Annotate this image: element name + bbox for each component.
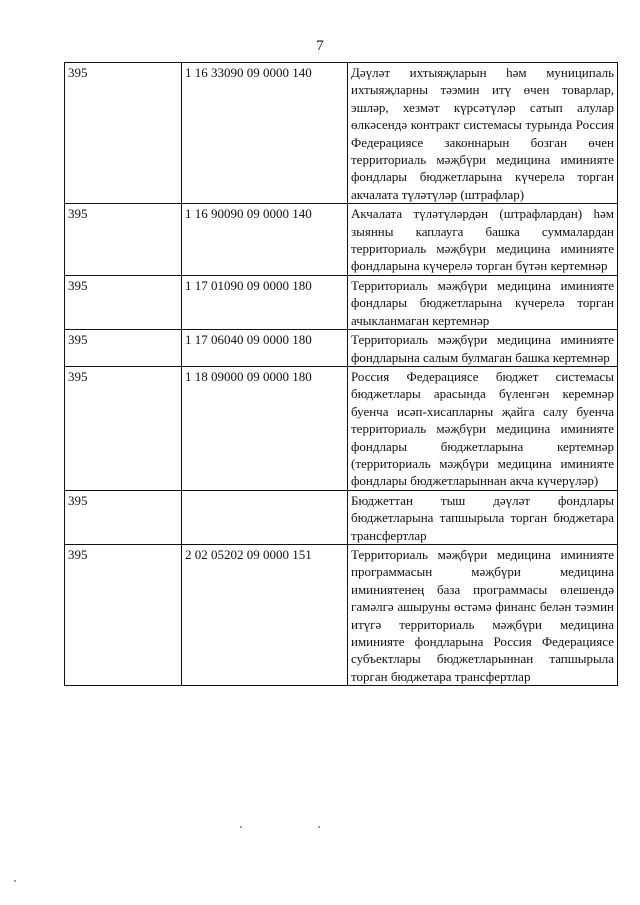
budget-code-cell: 1 17 06040 09 0000 180 bbox=[182, 330, 348, 367]
page-number: 7 bbox=[316, 38, 324, 54]
admin-code-cell: 395 bbox=[65, 366, 182, 490]
budget-code-cell: 1 18 09000 09 0000 180 bbox=[182, 366, 348, 490]
table-row bbox=[65, 63, 618, 204]
table-row bbox=[65, 366, 618, 490]
revenue-name-cell: Россия Федерациясе бюджет системасы бюджетлары арасында бүленгән керемнәр буенча исәп-хисапларны җайга салу буенча территориаль мәҗбүри медицина иминияте фондлары бюджетларына кертемнәр (территориаль мәҗбүри медицина иминияте фондлары бюджетларыннан акча күчерүләр) bbox=[348, 366, 618, 490]
scan-speck bbox=[14, 880, 16, 882]
admin-code-cell: 395 bbox=[65, 490, 182, 544]
table-row bbox=[65, 275, 618, 329]
admin-code-cell: 395 bbox=[65, 63, 182, 204]
scan-speck bbox=[240, 826, 242, 828]
revenue-name-cell: Дәүләт ихтыяҗларын һәм муниципаль ихтыяҗларны тәэмин итү өчен товарлар, эшләр, хезмәт күрсәтүләр сатып алулар өлкәсендә контракт системасы турында Россия Федерациясе законнарын бозган өчен территориаль мәҗбүри медицина иминияте фондлары бюджетларына күчерелә торган акчалата түләтүләр (штрафлар) bbox=[348, 63, 618, 204]
budget-code-cell: 1 16 90090 09 0000 140 bbox=[182, 204, 348, 276]
budget-code-cell: 1 16 33090 09 0000 140 bbox=[182, 63, 348, 204]
revenue-name-cell: Акчалата түләтүләрдән (штрафлардан) һәм зыянны каплауга башка суммалардан территориаль мәҗбүри медицина иминияте фондларына күчерелә торган бүтән кертемнәр bbox=[348, 204, 618, 276]
admin-code-cell: 395 bbox=[65, 544, 182, 685]
budget-code-cell: 1 17 01090 09 0000 180 bbox=[182, 275, 348, 329]
revenue-name-cell: Территориаль мәҗбүри медицина иминияте фондларына салым булмаган башка кертемнәр bbox=[348, 330, 618, 367]
table-row bbox=[65, 204, 618, 276]
table-row bbox=[65, 330, 618, 367]
admin-code-cell: 395 bbox=[65, 275, 182, 329]
table-row bbox=[65, 490, 618, 544]
revenue-name-cell: Территориаль мәҗбүри медицина иминияте программасын мәҗбүри медицина иминиятенең база программасы өлешендә гамәлгә ашыруны өстәмә финанс белән тәэмин итүгә территориаль мәҗбүри медицина иминияте фондларына Россия Федерациясе субъектлары бюджетларыннан тапшырыла торган бюджетара трансфертлар bbox=[348, 544, 618, 685]
admin-code-cell: 395 bbox=[65, 330, 182, 367]
budget-code-cell bbox=[182, 490, 348, 544]
revenue-name-cell: Территориаль мәҗбүри медицина иминияте фондлары бюджетларына күчерелә торган ачыкланмаган кертемнәр bbox=[348, 275, 618, 329]
scan-speck bbox=[318, 826, 320, 828]
table-row bbox=[65, 544, 618, 685]
admin-code-cell: 395 bbox=[65, 204, 182, 276]
budget-revenue-table bbox=[64, 62, 618, 686]
revenue-name-cell: Бюджеттан тыш дәүләт фондлары бюджетларына тапшырыла торган бюджетара трансфертлар bbox=[348, 490, 618, 544]
budget-code-cell: 2 02 05202 09 0000 151 bbox=[182, 544, 348, 685]
